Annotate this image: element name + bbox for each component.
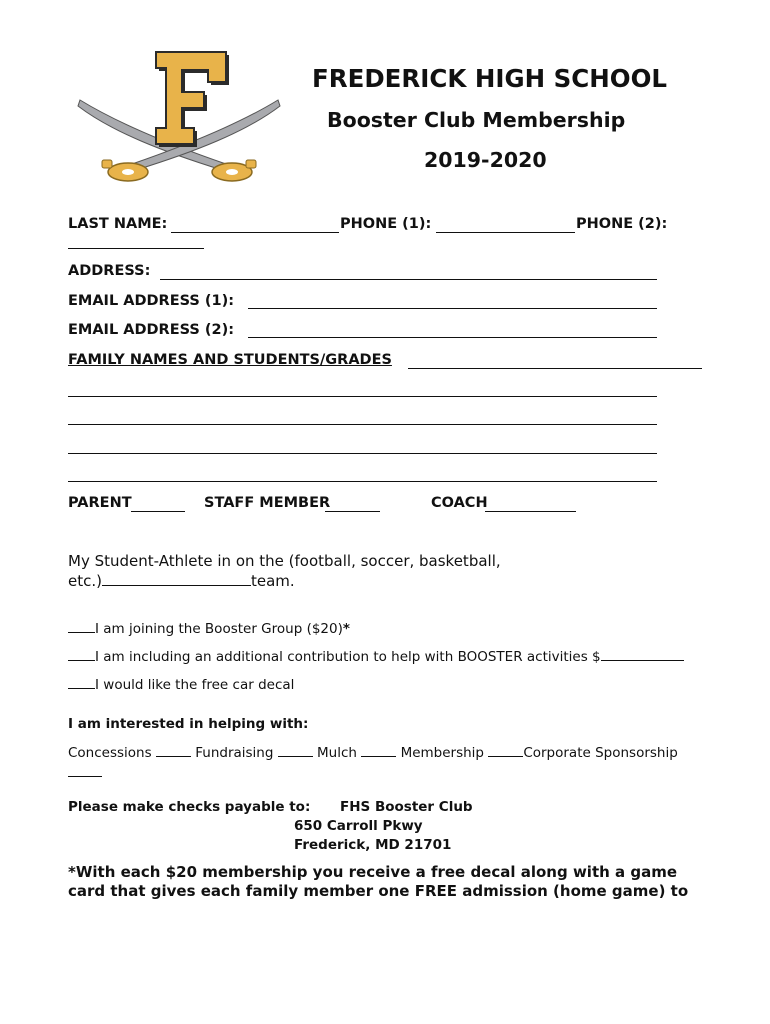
interest-mulch: Mulch — [317, 745, 357, 761]
athlete-line-1: My Student-Athlete in on the (football, soccer, basketball, — [68, 552, 501, 570]
coach-label: COACH — [431, 495, 488, 511]
phone2-label: PHONE (2): — [576, 216, 668, 232]
family-line-1[interactable] — [68, 396, 657, 397]
footnote-line-2: card that gives each family member one FREE admission (home game) to — [68, 882, 689, 900]
option-join — [68, 620, 350, 637]
school-name: FREDERICK HIGH SCHOOL — [312, 64, 668, 93]
school-year: 2019-2020 — [424, 148, 547, 172]
join-checkbox[interactable] — [68, 620, 95, 633]
decal-checkbox[interactable] — [68, 676, 95, 689]
form-title: Booster Club Membership — [327, 108, 626, 132]
athlete-prefix: etc.) — [68, 572, 102, 590]
email2-label: EMAIL ADDRESS (2): — [68, 322, 235, 338]
team-field[interactable] — [102, 573, 251, 586]
interest-concessions: Concessions — [68, 745, 152, 761]
interest-fundraising: Fundraising — [195, 745, 274, 761]
last-name-field[interactable] — [171, 232, 339, 233]
email2-field[interactable] — [248, 337, 657, 338]
email1-label: EMAIL ADDRESS (1): — [68, 293, 235, 309]
payee-street: 650 Carroll Pkwy — [294, 818, 423, 834]
coach-field[interactable] — [485, 511, 576, 512]
decal-text: I would like the free car decal — [95, 677, 295, 693]
contribution-text: I am including an additional contribution to help with BOOSTER activities $ — [95, 649, 601, 665]
family-line-4[interactable] — [68, 481, 657, 482]
school-logo — [76, 48, 282, 192]
address-label: ADDRESS: — [68, 263, 151, 279]
family-label: FAMILY NAMES AND STUDENTS/GRADES — [68, 352, 392, 368]
email1-field[interactable] — [248, 308, 657, 309]
concessions-field[interactable] — [156, 744, 191, 757]
payee: FHS Booster Club — [340, 799, 473, 815]
staff-label: STAFF MEMBER — [204, 495, 331, 511]
family-line-2[interactable] — [68, 424, 657, 425]
athlete-line-2 — [68, 572, 295, 590]
payment-label: Please make checks payable to: — [68, 799, 311, 815]
option-contribution — [68, 648, 684, 665]
parent-label: PARENT — [68, 495, 132, 511]
last-name-label: LAST NAME: — [68, 216, 168, 232]
fundraising-field[interactable] — [278, 744, 313, 757]
mulch-field[interactable] — [361, 744, 396, 757]
interest-row — [68, 744, 678, 761]
phone1-label: PHONE (1): — [340, 216, 432, 232]
contribution-checkbox[interactable] — [68, 648, 95, 661]
athlete-suffix: team. — [250, 572, 295, 590]
footnote-line-1: *With each $20 membership you receive a free decal along with a game — [68, 863, 678, 881]
option-decal — [68, 676, 294, 693]
join-text: I am joining the Booster Group ($20) — [95, 621, 343, 637]
phone2-field[interactable] — [68, 248, 204, 249]
staff-field[interactable] — [325, 511, 380, 512]
contribution-amount-field[interactable] — [601, 648, 684, 661]
sponsorship-field[interactable] — [68, 776, 102, 777]
join-footnote-mark: * — [342, 621, 350, 637]
membership-field[interactable] — [488, 744, 523, 757]
parent-field[interactable] — [131, 511, 185, 512]
interest-heading: I am interested in helping with: — [68, 716, 309, 732]
interest-membership: Membership — [400, 745, 485, 761]
interest-sponsorship: Corporate Sponsorship — [523, 745, 678, 761]
address-field[interactable] — [160, 279, 657, 280]
family-line-3[interactable] — [68, 453, 657, 454]
payee-city: Frederick, MD 21701 — [294, 837, 452, 853]
family-field-inline[interactable] — [408, 368, 702, 369]
phone1-field[interactable] — [436, 232, 575, 233]
